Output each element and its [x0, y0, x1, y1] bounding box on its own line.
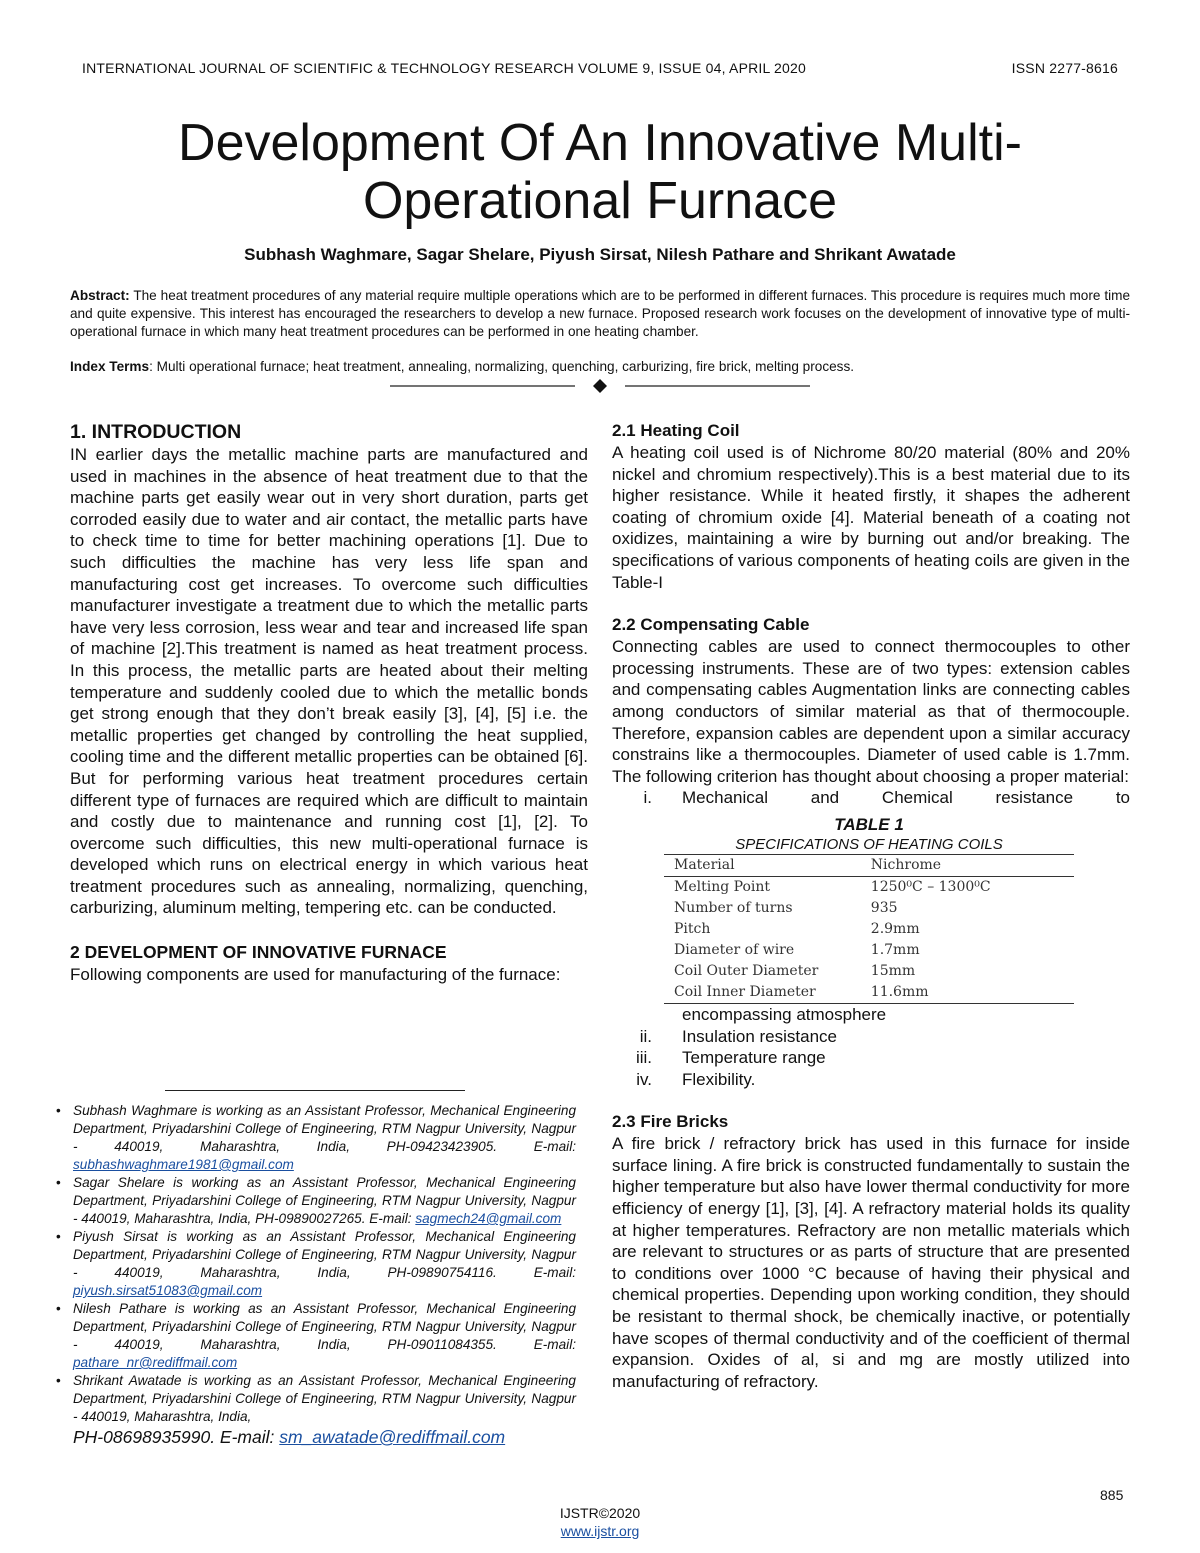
fire-bricks-text: A fire brick / refractory brick has used in this furnace for inside surface lining. A fire brick is constructed fundamentally to sustain the higher temperature but also have lower thermal conductivity for more efficiency of energy [1], [3], [4]. A refractory material holds its quality at higher temperatures. Refractory are non metallic materials which are relevant to structures or as parts of structure that are presented to conditions over 1000 °C because of having their physical and chemical properties. Depending upon working condition, they should be resistant to thermal shock, be chemically inactive, or potentially have scopes of thermal conductivity and of the coefficient of thermal expansion. Oxides of al, si and mg are mostly utilized into manufacturing of refractory. — [612, 1134, 1130, 1391]
abstract-label: Abstract: — [70, 288, 130, 303]
author-list: Subhash Waghmare, Sagar Shelare, Piyush Sirsat, Nilesh Pathare and Shrikant Awatade — [244, 245, 956, 264]
criteria-list — [612, 787, 1130, 809]
list-item: ii. Insulation resistance — [639, 1026, 837, 1046]
table-header-row — [664, 854, 1074, 876]
intro-text: IN earlier days the metallic machine parts are manufactured and used in machines in the absence of heat treatment due to that the machine parts get easily wear out in very short duration, parts get corroded easily due to water and air contact, the metallic parts have to check time to time for better machining operations [1]. Due to such difficulties the machine has very less life span and manufacturing cost get increases. To overcome such difficulties manufacturer investigate a treatment due to which the metallic parts have very less corrosion, less wear and tear and increased life span of machine [2].This treatment is named as heat treatment process. In this process, the metallic parts are heated about their melting temperature and suddenly cooled due to which the metallic bonds get strong enough that they don’t break easily [3], [4], [5] i.e. the metallic properties get changed by controlling the heat supplied, cooling time and the different metallic properties can be obtained [6]. But for performing various heat treatment procedures certain different type of furnaces are required which are difficult to maintain and costly due to maintenance and running cost [1], [2]. To overcome such difficulties, this new multi-operational furnace is developed which runs on electrical energy in which various heat treatment procedures such as annealing, normalizing, quenching, carburizing, aluminum melting, tempering etc. can be conducted. — [70, 445, 588, 918]
right-column — [612, 420, 1130, 1392]
table-row: Diameter of wire 1.7mm — [674, 941, 920, 958]
footnote-item: • Subhash Waghmare is working as an Assistant Professor, Mechanical Engineering Department, Priyadarshini College of Engineering, RTM Nagpur University, Nagpur - 440019, Maharashtra, India, PH-09423423905. E-mail: subhashwaghmare1981@gmail.com — [56, 1103, 576, 1172]
footnote-item: • Piyush Sirsat is working as an Assistant Professor, Mechanical Engineering Department, Priyadarshini College of Engineering, RTM Nagpur University, Nagpur - 440019, Maharashtra, India, PH-09890754116. E-mail: piyush.sirsat51083@gmail.com — [56, 1229, 576, 1298]
table-row: Coil Inner Diameter 11.6mm — [664, 982, 1074, 1004]
column-header: Material — [674, 856, 735, 873]
footnote-contact-line: PH-08698935990. E-mail: sm_awatade@rediffmail.com — [73, 1427, 506, 1447]
list-item: iv. Flexibility. — [636, 1069, 756, 1089]
page-number: 885 — [1100, 1487, 1124, 1503]
table-row: Pitch 2.9mm — [674, 920, 920, 937]
left-column — [70, 420, 588, 986]
list-item: i. Mechanical and Chemical resistance to — [643, 788, 1130, 808]
footnote-item: • Shrikant Awatade is working as an Assistant Professor, Mechanical Engineering Department, Priyadarshini College of Engineering, RTM Nagpur University, Nagpur - 440019, Maharashtra, India, — [56, 1373, 576, 1424]
list-item: iii. Temperature range — [635, 1048, 826, 1068]
index-terms-label: Index Terms — [70, 359, 150, 374]
heating-coil-heading: 2.1 Heating Coil — [612, 421, 740, 440]
author-footnotes — [56, 1102, 576, 1448]
email-link[interactable]: sm_awatade@rediffmail.com — [279, 1427, 506, 1447]
email-link[interactable]: sagmech24@gmail.com — [415, 1211, 562, 1226]
journal-url-link[interactable]: www.ijstr.org — [560, 1523, 640, 1539]
criteria-list-continued — [612, 1004, 1130, 1090]
footnote-item: • Sagar Shelare is working as an Assistant Professor, Mechanical Engineering Department, Priyadarshini College of Engineering, RTM Nagpur University, Nagpur - 440019, Maharashtra, India, PH-09890027265. E-mail: sagmech24@gmail.com — [56, 1175, 576, 1226]
compensating-cable-text: Connecting cables are used to connect thermocouples to other processing instruments. These are of two types: extension cables and compensating cables Augmentation links are connecting cables among conductors of similar material as that of thermocouple. Therefore, expansion cables are dependent upon a similar accuracy constrains like a thermocouples. Diameter of used cable is 1.7mm. The following criterion has thought about choosing a proper material: — [612, 637, 1130, 786]
abstract-text: The heat treatment procedures of any material require multiple operations which are to be performed in different furnaces. This procedure is requires much more time and quite expensive. This interest has encouraged the researchers to develop a new furnace. Proposed research work focuses on the development of innovative type of multi-operational furnace in which many heat treatment procedures can be performed in one heating chamber. — [70, 288, 1130, 339]
compensating-cable-heading: 2.2 Compensating Cable — [612, 615, 810, 635]
bullet-icon: • — [56, 1103, 61, 1118]
footnote-item: • Nilesh Pathare is working as an Assistant Professor, Mechanical Engineering Department, Priyadarshini College of Engineering, RTM Nagpur University, Nagpur - 440019, Maharashtra, India, PH-09011084355. E-mail: pathare_nr@rediffmail.com — [56, 1301, 576, 1370]
table-1 — [664, 815, 1074, 1004]
paper-title: Development Of An Innovative Multi-Operational Furnace — [178, 114, 1022, 230]
copyright: IJSTR©2020 — [559, 1505, 641, 1521]
index-terms — [70, 358, 1130, 376]
table-row: Number of turns 935 — [674, 899, 898, 916]
column-header: Nichrome — [870, 856, 942, 873]
bullet-icon: • — [56, 1229, 61, 1244]
table-title: TABLE 1 — [834, 814, 904, 834]
bullet-icon: • — [56, 1373, 61, 1388]
footnote-rule — [165, 1090, 465, 1091]
spec-table — [664, 854, 1074, 1004]
email-link[interactable]: subhashwaghmare1981@gmail.com — [73, 1157, 294, 1172]
email-link[interactable]: pathare_nr@rediffmail.com — [73, 1355, 238, 1370]
table-caption: SPECIFICATIONS OF HEATING COILS — [735, 835, 1003, 853]
bullet-icon: • — [56, 1301, 61, 1316]
issn-header: ISSN 2277-8616 — [1011, 60, 1118, 76]
list-item: encompassing atmosphere — [682, 1004, 887, 1024]
fire-bricks-heading: 2.3 Fire Bricks — [612, 1112, 729, 1132]
email-link[interactable]: piyush.sirsat51083@gmail.com — [73, 1283, 263, 1298]
journal-header: INTERNATIONAL JOURNAL OF SCIENTIFIC & TECHNOLOGY RESEARCH VOLUME 9, ISSUE 04, APRIL 2020 — [82, 60, 807, 76]
abstract — [70, 287, 1130, 341]
intro-heading: 1. INTRODUCTION — [70, 421, 242, 443]
development-heading: 2 DEVELOPMENT OF INNOVATIVE FURNACE — [70, 942, 447, 963]
page-footer — [0, 1504, 1200, 1540]
heating-coil-text: A heating coil used is of Nichrome 80/20 material (80% and 20% nickel and chromium respectively).This is a best material due to its higher resistance. While it heated firstly, it shapes the adherent coating of chromium oxide [4]. Material beneath of a coating not oxidizes, maintaining a wire by burning out and/or breaking. The specifications of various components of heating coils are given in the Table-I — [612, 443, 1130, 592]
table-row: Coil Outer Diameter 15mm — [674, 962, 916, 979]
index-terms-text: : Multi operational furnace; heat treatment, annealing, normalizing, quenching, carburizing, fire brick, melting process. — [149, 359, 855, 374]
table-row: Melting Point 1250⁰C – 1300⁰C — [674, 878, 991, 895]
development-text: Following components are used for manufacturing of the furnace: — [70, 965, 561, 985]
section-separator — [390, 376, 810, 396]
bullet-icon: • — [56, 1175, 61, 1190]
